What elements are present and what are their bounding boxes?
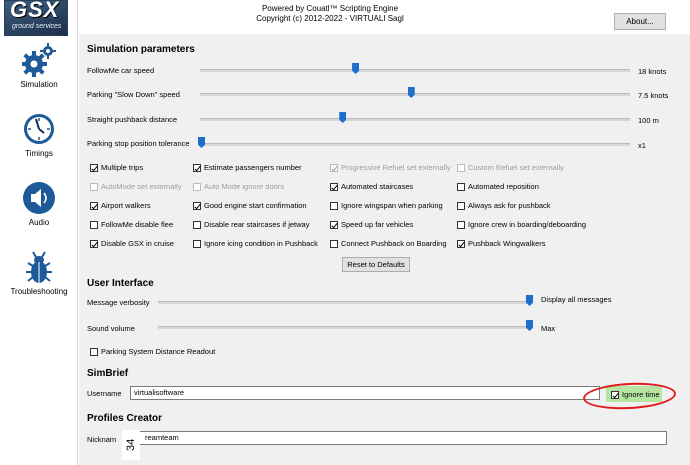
checkbox-box	[193, 183, 201, 191]
section-title-simbrief: SimBrief	[87, 368, 129, 379]
checkbox-parking-distance-readout[interactable]	[90, 347, 215, 356]
checkbox-label: Ignore wingspan when parking	[341, 201, 443, 210]
checkbox-disable-gsx-in-cruise[interactable]	[90, 239, 174, 248]
slider-track-verbosity[interactable]	[158, 301, 531, 304]
slider-track-stop-tolerance[interactable]	[200, 143, 630, 146]
slider-track-pushback-distance[interactable]	[200, 118, 630, 121]
about-button[interactable]: About...	[614, 13, 666, 30]
checkbox-pushback-wingwalkers[interactable]	[457, 239, 546, 248]
sidebar	[0, 0, 78, 465]
checkbox-label: Disable rear staircases if jetway	[204, 220, 310, 229]
checkbox-label: Progressive Refuel set externally	[341, 163, 451, 172]
checkbox-label: Pushback Wingwalkers	[468, 239, 546, 248]
nickname-label: Nicknam	[87, 435, 117, 444]
checkbox-box	[90, 183, 98, 191]
slider-label: Parking stop position tolerance	[87, 139, 190, 148]
header-credits	[230, 4, 430, 24]
checkbox-box[interactable]	[90, 348, 98, 356]
checkbox-label: Disable GSX in cruise	[101, 239, 174, 248]
checkbox-box[interactable]	[457, 240, 465, 248]
checkbox-box[interactable]	[193, 221, 201, 229]
slider-value: x1	[638, 141, 646, 150]
sidebar-item-audio[interactable]	[0, 180, 78, 240]
checkbox-custom-refuel-set-externally	[457, 163, 564, 172]
checkbox-label: Automated reposition	[468, 182, 539, 191]
section-title-simulation: Simulation parameters	[87, 44, 195, 55]
checkbox-disable-rear-staircases-if-jetway[interactable]	[193, 220, 309, 229]
section-title-ui: User Interface	[87, 278, 154, 289]
checkbox-ignore-wingspan-when-parking[interactable]	[330, 201, 443, 210]
checkbox-good-engine-start-confirmation[interactable]	[193, 201, 307, 210]
checkbox-auto-mode-ignore-doors	[193, 182, 284, 191]
checkbox-automode-set-externally	[90, 182, 181, 191]
slider-label: Parking "Slow Down" speed	[87, 90, 180, 99]
checkbox-label: Auto Mode ignore doors	[204, 182, 285, 191]
checkbox-box[interactable]	[90, 164, 98, 172]
checkbox-box[interactable]	[457, 202, 465, 210]
slider-track-volume[interactable]	[158, 326, 531, 329]
slider-label: Straight pushback distance	[87, 115, 178, 124]
checkbox-box[interactable]	[90, 202, 98, 210]
checkbox-box[interactable]	[330, 202, 338, 210]
checkbox-airport-walkers[interactable]	[90, 201, 151, 210]
header-powered-by: Powered by Couatl™ Scripting Engine	[261, 4, 399, 13]
checkbox-box	[457, 164, 465, 172]
checkbox-multiple-trips[interactable]	[90, 163, 143, 172]
checkbox-box[interactable]	[330, 240, 338, 248]
slider-label: FollowMe car speed	[87, 66, 155, 75]
nickname-field[interactable]: reamteam	[130, 431, 667, 445]
checkbox-label: Automated staircases	[341, 182, 414, 191]
gsx-logo	[4, 0, 68, 36]
checkbox-ignore-crew-in-boarding-deboarding[interactable]	[457, 220, 586, 229]
slider-track-slowdown-speed[interactable]	[200, 93, 630, 96]
slider-value: Max	[541, 324, 556, 333]
checkbox-box[interactable]	[457, 221, 465, 229]
checkbox-ignore-icing-condition-in-pushback[interactable]	[193, 239, 318, 248]
slider-value: 18 knots	[638, 67, 667, 76]
checkbox-label: Parking System Distance Readout	[101, 347, 216, 356]
logo-subtitle: ground services	[12, 23, 62, 30]
checkbox-label: Ignore time	[622, 390, 660, 399]
checkbox-automated-staircases[interactable]	[330, 182, 413, 191]
sidebar-item-simulation[interactable]	[0, 42, 78, 102]
page-number-overlay: 34	[122, 430, 140, 460]
checkbox-followme-disable-flee[interactable]	[90, 220, 173, 229]
checkbox-label: Estimate passengers number	[204, 163, 302, 172]
username-label: Username	[87, 389, 122, 398]
slider-value: Display all messages	[541, 295, 612, 304]
checkbox-automated-reposition[interactable]	[457, 182, 539, 191]
checkbox-label: Multiple trips	[101, 163, 144, 172]
checkbox-speed-up-far-vehicles[interactable]	[330, 220, 413, 229]
sidebar-item-label: Timings	[25, 149, 53, 158]
checkbox-box[interactable]	[193, 202, 201, 210]
bug-icon	[22, 249, 56, 285]
slider-label: Sound volume	[87, 324, 135, 333]
checkbox-box[interactable]	[457, 183, 465, 191]
logo-title: GSX	[10, 0, 60, 22]
reset-defaults-button[interactable]: Reset to Defaults	[342, 257, 410, 272]
slider-label: Message verbosity	[87, 298, 150, 307]
slider-track-followme-speed[interactable]	[200, 69, 630, 72]
checkbox-label: Good engine start confirmation	[204, 201, 307, 210]
header-copyright: Copyright (c) 2012-2022 - VIRTUALI Sagl	[256, 14, 404, 23]
slider-value: 7.5 knots	[638, 91, 669, 100]
checkbox-label: Ignore crew in boarding/deboarding	[468, 220, 586, 229]
checkbox-label: AutoMode set externally	[101, 182, 182, 191]
checkbox-label: Speed up far vehicles	[341, 220, 414, 229]
checkbox-always-ask-for-pushback[interactable]	[457, 201, 551, 210]
checkbox-estimate-passengers-number[interactable]	[193, 163, 302, 172]
checkbox-box	[330, 164, 338, 172]
gear-icon	[22, 42, 56, 78]
username-field[interactable]: virtualisoftware	[130, 386, 600, 400]
section-title-profiles: Profiles Creator	[87, 413, 163, 424]
checkbox-box[interactable]	[330, 221, 338, 229]
clock-icon	[22, 111, 56, 147]
checkbox-progressive-refuel-set-externally	[330, 163, 451, 172]
checkbox-box[interactable]	[193, 240, 201, 248]
sidebar-item-troubleshooting[interactable]	[0, 249, 78, 309]
checkbox-connect-pushback-on-boarding[interactable]	[330, 239, 447, 248]
checkbox-box[interactable]	[193, 164, 201, 172]
sidebar-item-label: Simulation	[20, 80, 58, 89]
sidebar-item-label: Audio	[28, 218, 50, 227]
sidebar-item-label: Troubleshooting	[10, 287, 68, 296]
sidebar-item-timings[interactable]	[0, 111, 78, 171]
checkbox-box[interactable]	[330, 183, 338, 191]
checkbox-label: Airport walkers	[101, 201, 151, 210]
checkbox-box[interactable]	[90, 221, 98, 229]
checkbox-label: Custom Refuel set externally	[468, 163, 564, 172]
checkbox-label: Connect Pushback on Boarding	[341, 239, 447, 248]
slider-value: 100 m	[638, 116, 659, 125]
checkbox-box[interactable]	[90, 240, 98, 248]
checkbox-label: Always ask for pushback	[468, 201, 551, 210]
speaker-icon	[22, 180, 56, 216]
checkbox-label: Ignore icing condition in Pushback	[204, 239, 318, 248]
checkbox-label: FollowMe disable flee	[101, 220, 174, 229]
